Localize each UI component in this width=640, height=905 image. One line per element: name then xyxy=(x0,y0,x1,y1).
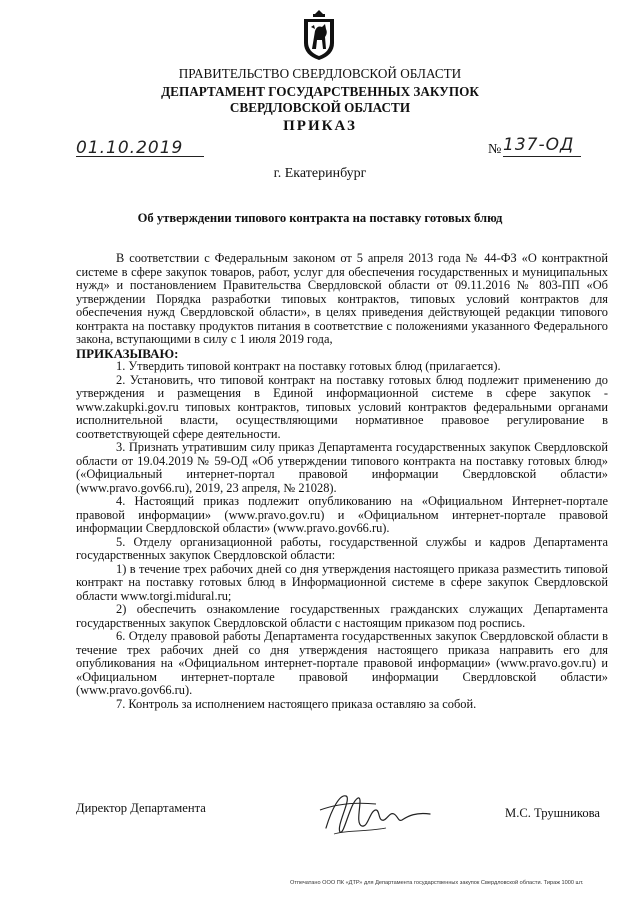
paragraph-5: 5. Отделу организационной работы, государственной службы и кадров Департамента государственных закупок Свердловской области: xyxy=(76,534,608,562)
coat-of-arms-emblem xyxy=(301,9,337,61)
paragraph-4: 4. Настоящий приказ подлежит опубликованию на «Официальном Интернет-портале правовой информации» (www.pravo.gov.ru) и «Официальном интернет-портале правовой информации Свердловской области» (www.pravo.gov66.ru). xyxy=(76,494,608,535)
paragraph-5-2: 2) обеспечить ознакомление государственных гражданских служащих Департамента государственных закупок Свердловской области с настоящим приказом под роспись. xyxy=(76,602,608,630)
paragraph-7: 7. Контроль за исполнением настоящего приказа оставляю за собой. xyxy=(116,696,477,711)
signatory-position: Директор Департамента xyxy=(76,801,206,815)
paragraph-6: 6. Отделу правовой работы Департамента государственных закупок Свердловской области в течение трех рабочих дней со дня утверждения настоящего приказа направить его для опубликования на «Официальном интернет-портале правовой информации» (www.pravo.gov.ru) и «Официальном интернет-портале правовой информации Свердловской области» (www.pravo.gov66.ru). xyxy=(76,629,608,697)
document-subject: Об утверждении типового контракта на поставку готовых блюд xyxy=(137,211,503,225)
document-number: 137-ОД xyxy=(503,135,575,155)
paragraph-1: 1. Утвердить типовой контракт на поставку готовых блюд (прилагается). xyxy=(116,359,501,373)
city: г. Екатеринбург xyxy=(273,166,367,181)
paragraph-3: 3. Признать утратившим силу приказ Департамента государственных закупок Свердловской области от 19.04.2019 № 59-ОД «Об утверждении типового контракта на поставку готовых блюд» («Официальный интернет-портал правовой информации Свердловской области» (www.pravo.gov66.ru), 2019, 23 апреля, № 21028). xyxy=(76,440,608,495)
print-footer: Отпечатано ООО ПК «ДТР» для Департамента государственных закупок Свердловской области. Тираж 1000 шт. xyxy=(290,880,584,886)
number-underline xyxy=(503,156,581,157)
department-title-line2: СВЕРДЛОВСКОЙ ОБЛАСТИ xyxy=(229,100,411,115)
paragraph-5-1: 1) в течение трех рабочих дней со дня утверждения настоящего приказа разместить типовой контракт на поставку готовых блюд в Информационной системе в сфере закупок Свердловской области www.torgi.midural.ru; xyxy=(76,561,608,603)
order-word: ПРИКАЗЫВАЮ: xyxy=(76,345,179,361)
handwritten-signature xyxy=(306,788,438,840)
paragraph-2: 2. Установить, что типовой контракт на поставку готовых блюд подлежит применению до утверждения и размещения в Единой информационной системе в сфере закупок - www.zakupki.gov.ru типовых контрактов, типовых условий контрактов федеральными органами исполнительной власти, осуществляющими нормативное правовое регулирование в соответствующей сфере деятельности. xyxy=(76,372,608,441)
department-title-line1: ДЕПАРТАМЕНТ ГОСУДАРСТВЕННЫХ ЗАКУПОК xyxy=(161,84,479,99)
document-date: 01.10.2019 xyxy=(76,138,184,158)
government-title: ПРАВИТЕЛЬСТВО СВЕРДЛОВСКОЙ ОБЛАСТИ xyxy=(178,66,462,81)
number-label: № xyxy=(488,142,502,157)
preamble-paragraph: В соответствии с Федеральным законом от 5 апреля 2013 года № 44-ФЗ «О контрактной системе в сфере закупок товаров, работ, услуг для обеспечения государственных и муниципальных нужд» и постановлением Правительства Свердловской области от 09.11.2016 № 803-ПП «Об утверждении Порядка разработки типовых контрактов, типовых условий контрактов для обеспечения нужд Свердловской области», в целях приведения действующей редакции типового контракта на поставку продуктов питания в соответствие с положениями указанного Федерального закона, вступающими в силу с 1 июля 2019 года, xyxy=(76,251,608,346)
document-type: ПРИКАЗ xyxy=(283,118,357,134)
signatory-name: М.С. Трушникова xyxy=(505,806,601,820)
document-body xyxy=(76,252,608,711)
date-underline xyxy=(76,156,204,157)
